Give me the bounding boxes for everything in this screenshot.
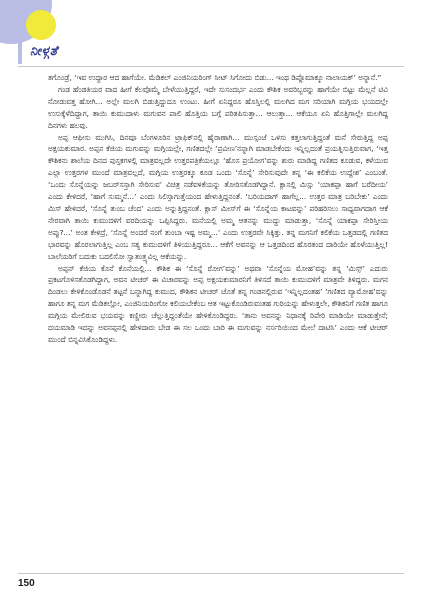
decorative-yellow-dot xyxy=(26,10,56,40)
section-header xyxy=(18,42,404,64)
header-accent-bar xyxy=(18,42,22,64)
footer-divider xyxy=(18,573,404,574)
paragraph-1: ತಗೊಂಡ್ರೆ, ‘ಇವ ಉದ್ಧಾರ ಆದ ಹಾಗೆಯೇ. ಮೆಡಿಕಲ್ ಎಂಜಿನಿಯರಿಂಗ್ ಸೀಟ್ ಸಿಗೋದು ಬಿಡು... ಇಂಥ ಡಿಪ್ಲೊಮಾಕ್ಕೂ ನಾಲಾಯಕ್’ ಅನ್ನಾನೆ.” xyxy=(48,73,382,82)
page-number: 150 xyxy=(18,578,35,589)
paragraph-3: ಅಪ್ಪ ಆಫೀಸು ಮುಗಿಸಿ, ದಿನವೂ ಬೆಂಗಳೂರಿನ ಟ್ರಾಫಿಕ್‌ನಲ್ಲಿ ಹೈರಾಣಾಗಿ... ಮುಸ್ಸಂಜೆ ಒಳಿಸು ಕತ್ತಲಾಗುತ್ತಿದ್ದಂತೆ ಮನೆ ಸೇರುತ್ತಿದ್ದ ಅಪ್ಪ ಅಕ್ಷಯಕುಮಾರ. ಅಪ್ಪನ ಕೆಜಿಯ ಮಗುವನ್ನು ಮಗ್ಗಿಯಲ್ಲೇ, ಗಣಿತದಲ್ಲೇ ‘ಪ್ರವೀಣ’ನನ್ನಾಗಿ ಮಾಡಬೇಕೆಂದು ಇನ್ನಿಲ್ಲದಂತೆ ಪ್ರಯತ್ನಿಸುತ್ತಿರುವಾಗ, ‘ಇತ್ತ ಕೌಶಿಕನು ಶಾಲೆಯ ದಿನದ ಪುಸ್ತಕಗಳಲ್ಲಿ ಮಾತ್ರವಲ್ಲದೇ ಉತ್ತರಪತ್ರಿಕೆಯಲ್ಲೂ ‘ಹೊಸ ಪ್ರಯೋಗ’ವನ್ನು ಶುರು ಮಾಡಿದ್ದ ಗಣಿತದ ಕೂಡುವ, ಕಳೆಯುವ ಎಲ್ಲಾ ಉತ್ತರಗಳ ಮುಂದೆ ಮಾತ್ರವಲ್ಲದೆ, ಮಗ್ಗಿಯ ಉತ್ತರಕ್ಕೂ ಕೂಡ ಒಂದು ‘ಸೊನ್ನೆ’ ಸೇರಿಸುವುದೇ ತನ್ನ ‘ಈ ಕಲಿಕೆಯ ಉದ್ದೇಶ’ ಎಂಬಂತೆ. ‘ಒಂದು ಸೊನ್ನೆಯನ್ನು ಜಬರ್‌ಸಸ್ತಾಗಿ ಸೇರಿಸುವ’ ವಿಚಿತ್ರ ನಡೆವಳಿಕೆಯನ್ನು ತೋರಿಸತೊಡಗಿದ್ದಾನೆ. ಕ್ಲಾಸಲ್ಲಿ ಮಿಸ್ಸು ‘ಯಾಕಪ್ಪಾ ಹಾಗೆ ಬರೆದೀಯ’ ಎಂದು ಕೇಳಿದರೆ, ‘ಹಾಗೆ ಸುಮ್ಮನೆ...’ ಎಂದು ಸಿಲಿಸ್ಸಾಗುತ್ತೆಯಂದ ಹೇಳುತ್ತಿದ್ದನಂತೆ. ‘ಬರಿಯದಾಗ್ ಹಾಗೆಲ್ಲ... ಉತ್ತರ ಮಾತ್ರ ಬರಿಬೇಕು’ ಎಂದು ಮಿಸ್ ಹೇಳಿದರೆ, ‘ಸೊನ್ನೆ ತುಂಬ ಚೆಂದ’ ಎಂದು ಅನ್ನುತ್ತಿದ್ದನಂತೆ. ಕ್ಲಾಸ್ ಮೀಸ್‌ಗೆ ಈ ‘ಸೊನ್ನೆಯ ಕಾಟವನ್ನು’ ಪರಿಹರಿಸಲು ಸಾಧ್ಯವಾಗದಾಗ ಆಕೆ ನೇರವಾಗಿ ತಾಯಿ ಕುಮುದಳಿಗೆ ವರದಿಯನ್ನು ಒಪ್ಪಿಸಿದ್ದರು. ಮನೆಯಲ್ಲಿ ಅಮ್ಮ ಆತನನ್ನು ಮುದ್ದು ಮಾಡುತ್ತಾ, ‘ಸೊನ್ನೆ ಯಾಕಪ್ಪಾ ಸೇರಿಸ್ತೀಯ ಅಪ್ಪು?...’ ಅಂತ ಕೇಳಿದ್ರೆ, ‘ಸೊನ್ನೆ ಅಂದರೆ ನಂಗೆ ತುಂಬಾ ಇಷ್ಟ ಅಮ್ಮ...’ ಎಂದು ಉತ್ತರವೇ ಸಿಕ್ಕಿತ್ತು. ತನ್ನ ಮಗನಿಗೆ ಕಲಿಕೆಯ ಒತ್ತಡದಲ್ಲಿ ಗಣಿತದ ಭಾರವನ್ನು ಹೊರಲಾಗುತ್ತಿಲ್ಲ ಎಂಬ ಸತ್ಯ ಕುಮುದಳಿಗೆ ತಿಳಿಯುತ್ತಿದ್ದರೂ... ಆಕೆಗೆ ಅವನನ್ನು ಆ ಒತ್ತಡದಿಂದ ಹೊರತಂದ ದಾರಿಯೇ ಹೊಳೆಯುತ್ತಿಲ್ಲ! ಬಾಲೆಯರಿಗೆ ಬದುಕು ಬದಲಿಸೋ ಸ್ವಾತಂತ್ರ್ಯವಿಲ್ಲ ಆಕೆಯನ್ನು. xyxy=(48,132,388,261)
section-title: ನೀಳ್ಗತೆ xyxy=(30,44,58,59)
header-divider xyxy=(18,66,404,67)
article-body xyxy=(48,72,388,346)
paragraph-4: ಅಪ್ಪನ್ ಕೆಜಿಯ ಕೊನೆ ಕೊನೆಯಲ್ಲಿ... ಕೌಶಿಕ ಈ ‘ಸೊನ್ನೆ ರೋಗ’ವನ್ನು’ ಅಥವಾ ‘ಸೊನ್ನೆಯ ಮೋಹ’ವನ್ನು ತನ್ನ ‘ಮಿಸ್ಸ್’ ಎದುರು ಪ್ರಕಟಗೊಳಿಸತೊಡಗಿದ್ದಾಗ, ಅವನ ಟೀಚರ್ ಈ ವಿಚಾರವನ್ನು ಅಪ್ಪ ಅಕ್ಷಯಕುಮಾರನಿಗೆ ತಿಳಿಸದೆ ತಾಯಿ ಕುಮುದಳಿಗೆ ಮಾತ್ರವೇ ತಿಳಿದ್ದರು. ಮಗನ ದಿಂಡಲು ಕೇಳಿಕೊಂಡೊಡನೆ ತಟ್ಟನೆ ಬನ್ನಾಗಿದ್ದ ಕುಮುದ, ಕೌಶಿಕನ ಟೀಚರ್ ಜೊತೆ ತನ್ನ ಗಂಡನಲ್ಲಿರುವ ‘ಇನ್ನಿಲ್ಲದಂತಹ’ ‘ಗಣಿತದ ವ್ಯಾಮೋಹ’ವನ್ನು ಹಾಗೂ ತನ್ನ ಮಗ ಮೆಡಿಕಲ್ಲೋ, ಎಂಜಿನಿಯರಿಂಗೋ ಕಲಿಯಬೇಕೆಂಬ ಆತ ಇಟ್ಟುಕೊಂಡಿರುವಂತಹ ಗುರಿಯನ್ನು ಹೇಳುತ್ತಲೇ, ಕೌಶಿಕನಿಗೆ ಗಣಿತ ಹಾಗೂ ಮಗ್ಗಿಯ ಮೇಲಿರುವ ಭಯವನ್ನು ಕಣ್ಣೀರು ಚೆಲ್ಲುತ್ತಿದ್ದಂತೆಯೇ ಹೇಳಿಕೊಂಡಿದ್ದರು. ‘ತಾನು ಅವನನ್ನು ನಿಧಾನಕ್ಕೆ ರಿಪೇರಿ ಮಾಡಿಯೇ ಮಾಡುತ್ತೇನೆ; ದಯಮಾಡಿ ಇದನ್ನು ಅವನಪ್ಪನಲ್ಲಿ ಹೇಳಿದಾರು ಬೇಡ ಈ ಸಲ ಒಂದು ಬಾರಿ ಈ ಮಗುವನ್ನು ನರ್ಸರಿಯಿಂದ ಮೇಲೆ ದಾಟಿಸಿ’ ಎಂದು ಆಕೆ ಟೀಚರ್ ಮುಂದೆ ಬಿನ್ನವಿಸಿಕೊಂಡಿದ್ದಳು. xyxy=(48,263,388,344)
paragraph-2: ಗಂಡ ಹೆಂಡತಿಯರ ವಾದ ಹೀಗೆ ಕೆಲವೊಮ್ಮೆ ಬೇಳೆಯುತ್ತಿದ್ದರೆ, ಇದೇ ಸುಸಂದರ್ಭ ಎಂದು ಕೌಶಿಕ ಅವರಿಬ್ಬರನ್ನು ಹಾಗೆಯೇ ಬಿಟ್ಟು ಮೆಲ್ಲನೆ ಟಿವಿ ನೋಡುವತ್ತ ಹೋಗಿ... ಅಲ್ಲೇ ಮಲಗಿ ಬಿಡುತ್ತಿದ್ದುದೂ ಉಂಟು. ಹೀಗೆ ಏನಿದ್ದರೂ ಹೊಸ್ತಿಲಲ್ಲಿ ಮಲಗಿದ ಮಗ ಸರಿಯಾಗಿ ಮಗ್ಗಿಯ ಭಯದಲ್ಲೇ ಉಸುಕ್ಕೆಳೆದಿದ್ದಾಗ, ತಾಯಿ ಕುಮುದಾಳು ಮಗುವನ ಪಾಲಿ ಹೊತ್ತಿಯ ಬಗ್ಗೆ ಪರಿತಪಿಸುತ್ತಾ... ಆಲುತ್ತಾ... ಆಕೆಯೂ ಏನಿ ಹೊತ್ತಿಗಾಲ್ಲೇ ಮಲಗಿದ್ದ ದಿನಗಳು ಹಲವು. xyxy=(48,84,388,130)
